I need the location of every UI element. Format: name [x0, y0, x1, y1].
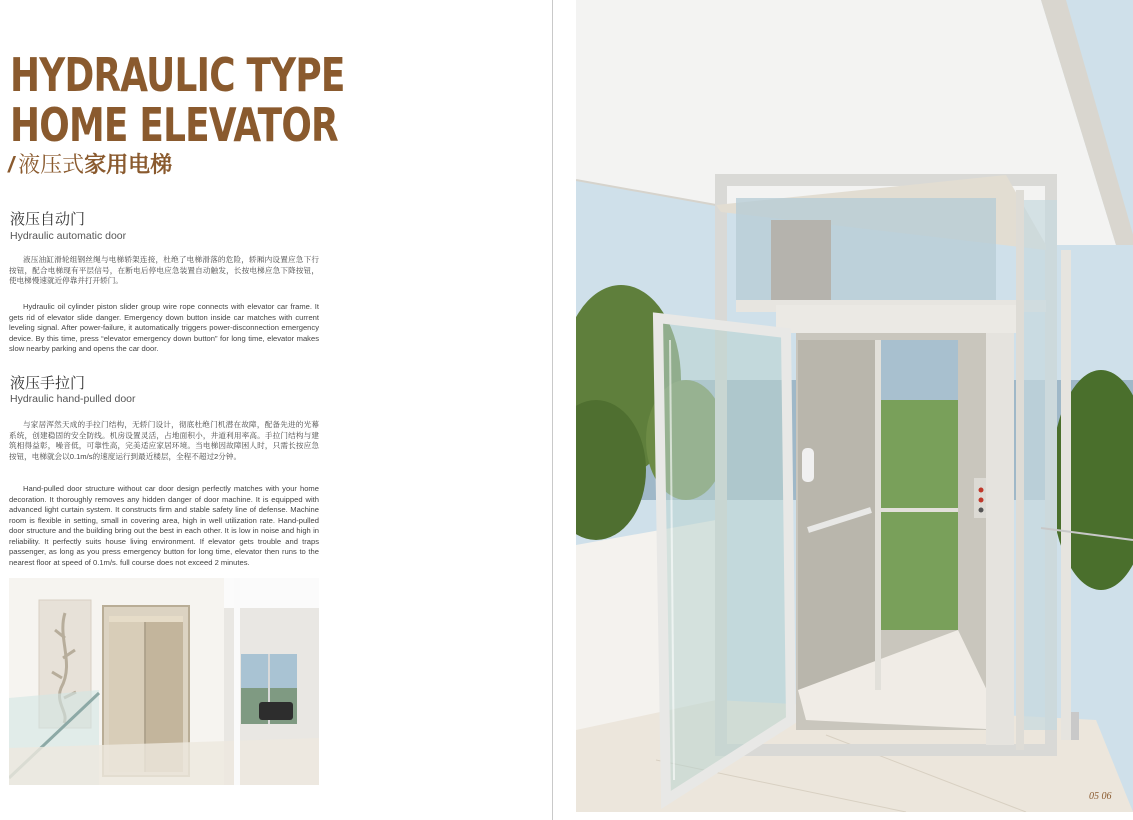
- subtitle-light: 液压式: [18, 152, 85, 177]
- right-page: [553, 0, 1133, 820]
- subtitle-bold: 家用电梯: [84, 152, 173, 177]
- subtitle-slash: /: [8, 152, 15, 177]
- page-number: 05 06: [1089, 791, 1112, 802]
- interior-elevator-photo: [9, 578, 319, 785]
- main-title: [10, 50, 345, 150]
- title-line-2: HOME ELEVATOR: [10, 98, 338, 152]
- title-line-1: HYDRAULIC TYPE: [10, 48, 345, 102]
- section2-paragraph-en: Hand-pulled door structure without car door design perfectly matches with your home decoration. It thoroughly removes any hidden danger of door machine. It is equipped with advanced light curtain system. It constructs firm and stable safety line of defense. Machine room is flexible in setting, small in covering area, high in well utilization rate. Hand-pulled door structure and the building bring out the best in each other. It is low in noise and high in reliability. It perfectly suits house living environment. If elevator gets trouble and traps passenger, as long as you press emergency button for long time, elevator then runs to the nearest floor at speed of 0.1m/s. full course does not exceed 2 minutes.: [9, 484, 319, 567]
- section2-heading-en: Hydraulic hand-pulled door: [10, 393, 136, 405]
- section1-heading-zh: 液压自动门: [10, 211, 86, 228]
- section1-heading-en: Hydraulic automatic door: [10, 230, 127, 242]
- section1-paragraph-zh: 液压油缸滑轮组钢丝绳与电梯轿架连接，杜绝了电梯滑落的危险，轿厢内设置应急下行按钮，配合电梯现有平层信号，在断电后停电应急装置自动触发，长按电梯应急下降按钮，使电梯慢速就近停靠并打开轿门。: [9, 255, 319, 285]
- left-page: [0, 0, 552, 820]
- chinese-subtitle: [8, 150, 172, 180]
- section2-heading-zh: 液压手拉门: [10, 375, 86, 392]
- section1-paragraph-en: Hydraulic oil cylinder piston slider group wire rope connects with elevator car frame. It gets rid of elevator slide danger. Emergency down button inside car matches with current leveling signal. After power-failure, it automatically triggers power-disconnection emergency device. By this time, press “elevator emergency down button” for long time, elevator makes slow nearby parking and opens the car door.: [9, 302, 319, 353]
- hydraulic-elevator-photo: [576, 0, 1133, 812]
- section2-paragraph-zh: 与家居浑然天成的手拉门结构，无轿门设计，彻底杜绝门机潜在故障，配备先进的光幕系统，创建稳固的安全防线。机房设置灵活，占地面积小，井道利用率高。手拉门结构与建筑相得益彰，噪音低，可靠性高，完美适应家居环境。当电梯因故障困人时，只需长按应急按钮，电梯就会以0.1m/s的速度运行到最近楼层，全程不超过2分钟。: [9, 420, 319, 461]
